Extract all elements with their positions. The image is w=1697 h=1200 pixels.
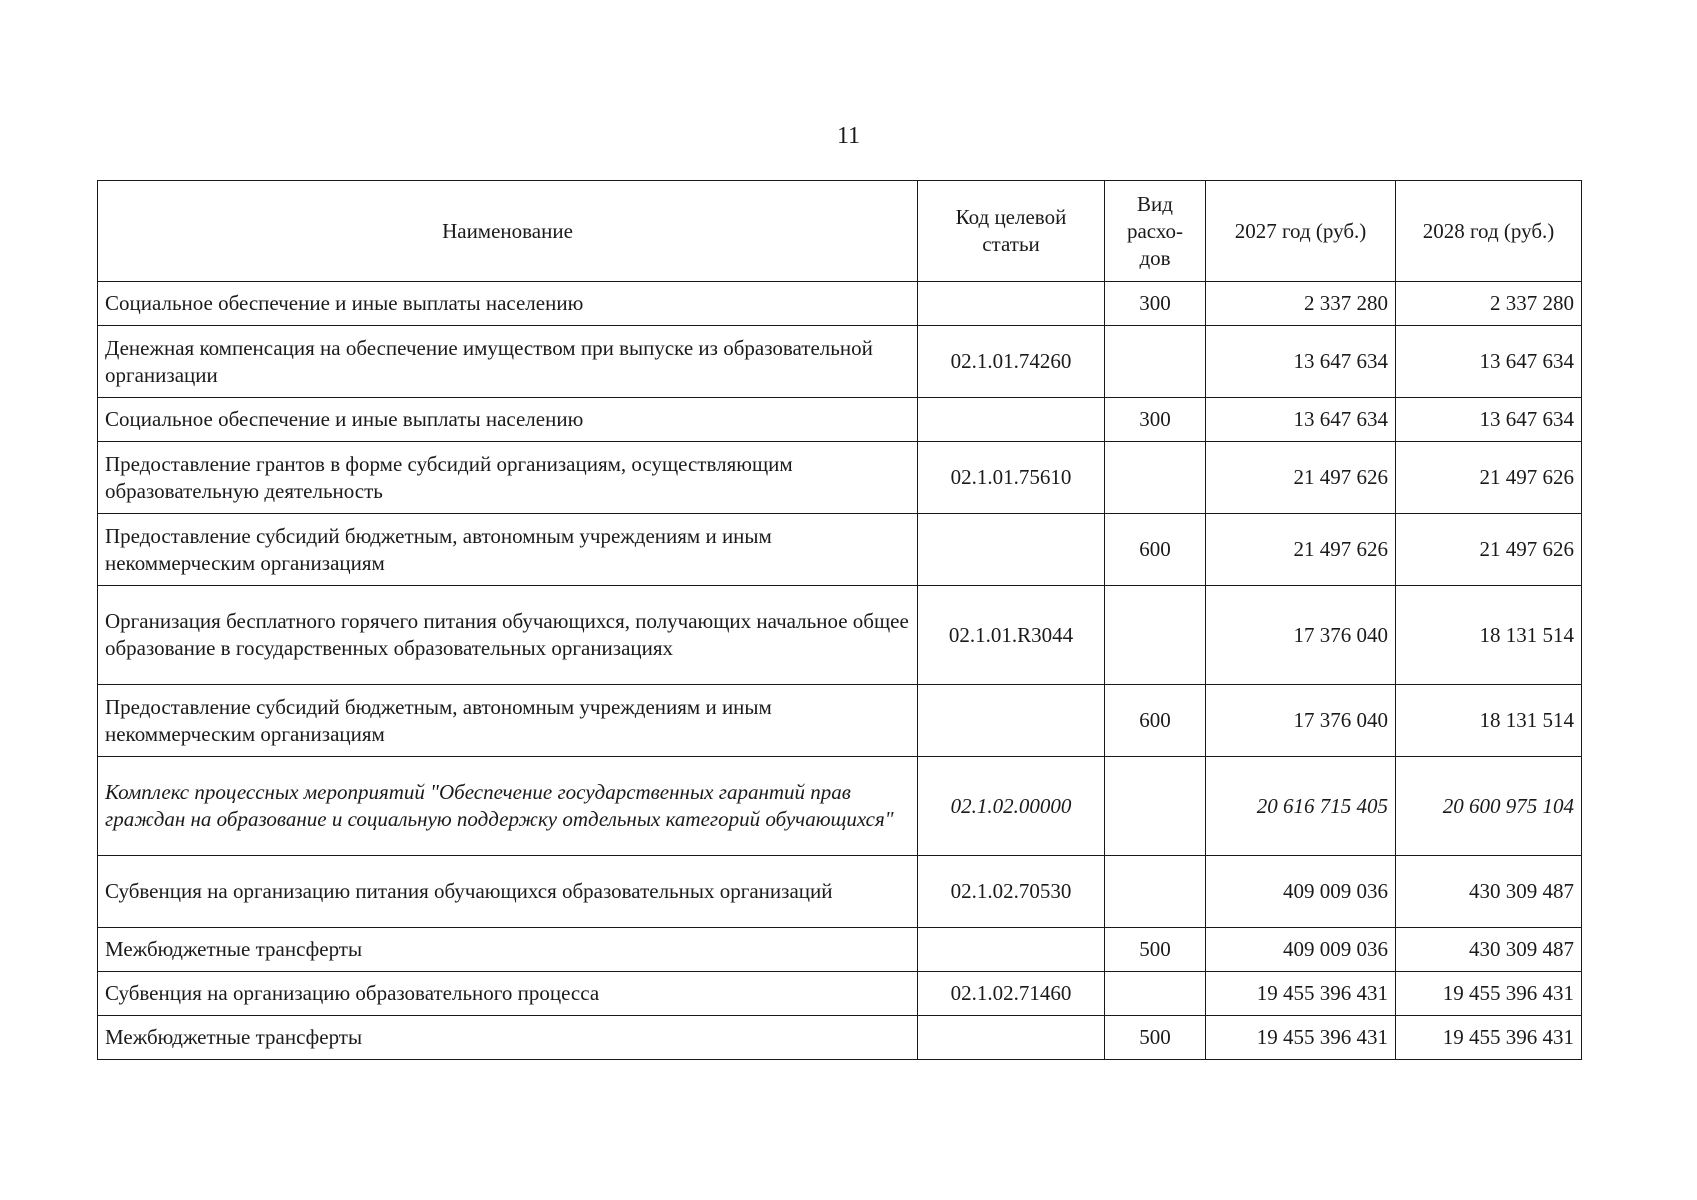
row-name: Предоставление субсидий бюджетным, автономным учреждениям и иным некоммерческим организациям <box>98 514 918 586</box>
row-expense-type: 300 <box>1105 398 1206 442</box>
row-name: Предоставление грантов в форме субсидий организациям, осуществляющим образовательную деятельность <box>98 442 918 514</box>
row-2028: 18 131 514 <box>1396 586 1582 685</box>
row-name: Социальное обеспечение и иные выплаты населению <box>98 282 918 326</box>
row-2028: 21 497 626 <box>1396 442 1582 514</box>
header-2028: 2028 год (руб.) <box>1396 181 1582 282</box>
row-2027: 19 455 396 431 <box>1206 1016 1396 1060</box>
table-row-process-complex <box>98 757 1582 856</box>
row-name: Денежная компенсация на обеспечение имуществом при выпуске из образовательной организации <box>98 326 918 398</box>
row-expense-type: 600 <box>1105 685 1206 757</box>
row-code <box>918 928 1105 972</box>
table-row <box>98 856 1582 928</box>
row-name: Субвенция на организацию питания обучающихся образовательных организаций <box>98 856 918 928</box>
row-code <box>918 1016 1105 1060</box>
row-code: 02.1.01.74260 <box>918 326 1105 398</box>
header-code: Код целевой статьи <box>918 181 1105 282</box>
table-row <box>98 972 1582 1016</box>
row-name: Межбюджетные трансферты <box>98 928 918 972</box>
row-expense-type <box>1105 757 1206 856</box>
row-expense-type <box>1105 586 1206 685</box>
table-row <box>98 928 1582 972</box>
table-row <box>98 1016 1582 1060</box>
row-2027: 17 376 040 <box>1206 586 1396 685</box>
header-expense-type: Вид расхо-дов <box>1105 181 1206 282</box>
table-header-row <box>98 181 1582 282</box>
row-name: Организация бесплатного горячего питания обучающихся, получающих начальное общее образование в государственных образовательных организациях <box>98 586 918 685</box>
row-expense-type <box>1105 972 1206 1016</box>
row-2027: 13 647 634 <box>1206 326 1396 398</box>
row-2028: 19 455 396 431 <box>1396 1016 1582 1060</box>
budget-table <box>97 180 1582 1060</box>
row-name: Предоставление субсидий бюджетным, автономным учреждениям и иным некоммерческим организациям <box>98 685 918 757</box>
row-2028: 430 309 487 <box>1396 856 1582 928</box>
table-row <box>98 282 1582 326</box>
row-2027: 409 009 036 <box>1206 856 1396 928</box>
table-row <box>98 514 1582 586</box>
row-code: 02.1.01.75610 <box>918 442 1105 514</box>
row-name: Комплекс процессных мероприятий "Обеспечение государственных гарантий прав граждан на образование и социальную поддержку отдельных категорий обучающихся" <box>98 757 918 856</box>
table-row <box>98 685 1582 757</box>
header-2027: 2027 год (руб.) <box>1206 181 1396 282</box>
row-2027: 21 497 626 <box>1206 514 1396 586</box>
row-expense-type: 300 <box>1105 282 1206 326</box>
row-code <box>918 685 1105 757</box>
row-2027: 2 337 280 <box>1206 282 1396 326</box>
table-row <box>98 586 1582 685</box>
row-name: Субвенция на организацию образовательного процесса <box>98 972 918 1016</box>
row-2027: 409 009 036 <box>1206 928 1396 972</box>
table-row <box>98 326 1582 398</box>
page-number: 11 <box>836 123 861 149</box>
row-code <box>918 398 1105 442</box>
row-2028: 13 647 634 <box>1396 398 1582 442</box>
row-2027: 21 497 626 <box>1206 442 1396 514</box>
row-2028: 2 337 280 <box>1396 282 1582 326</box>
row-2028: 20 600 975 104 <box>1396 757 1582 856</box>
row-2027: 19 455 396 431 <box>1206 972 1396 1016</box>
row-name: Социальное обеспечение и иные выплаты населению <box>98 398 918 442</box>
row-2028: 21 497 626 <box>1396 514 1582 586</box>
row-expense-type: 600 <box>1105 514 1206 586</box>
row-code <box>918 282 1105 326</box>
header-name: Наименование <box>98 181 918 282</box>
row-2027: 13 647 634 <box>1206 398 1396 442</box>
row-expense-type: 500 <box>1105 928 1206 972</box>
row-code: 02.1.02.71460 <box>918 972 1105 1016</box>
row-name: Межбюджетные трансферты <box>98 1016 918 1060</box>
row-2028: 13 647 634 <box>1396 326 1582 398</box>
row-2028: 18 131 514 <box>1396 685 1582 757</box>
table-row <box>98 398 1582 442</box>
row-2027: 17 376 040 <box>1206 685 1396 757</box>
row-2027: 20 616 715 405 <box>1206 757 1396 856</box>
row-2028: 430 309 487 <box>1396 928 1582 972</box>
row-expense-type <box>1105 856 1206 928</box>
row-code: 02.1.02.70530 <box>918 856 1105 928</box>
row-2028: 19 455 396 431 <box>1396 972 1582 1016</box>
row-code: 02.1.01.R3044 <box>918 586 1105 685</box>
row-expense-type <box>1105 326 1206 398</box>
row-code <box>918 514 1105 586</box>
row-expense-type <box>1105 442 1206 514</box>
row-expense-type: 500 <box>1105 1016 1206 1060</box>
table-row <box>98 442 1582 514</box>
row-code: 02.1.02.00000 <box>918 757 1105 856</box>
